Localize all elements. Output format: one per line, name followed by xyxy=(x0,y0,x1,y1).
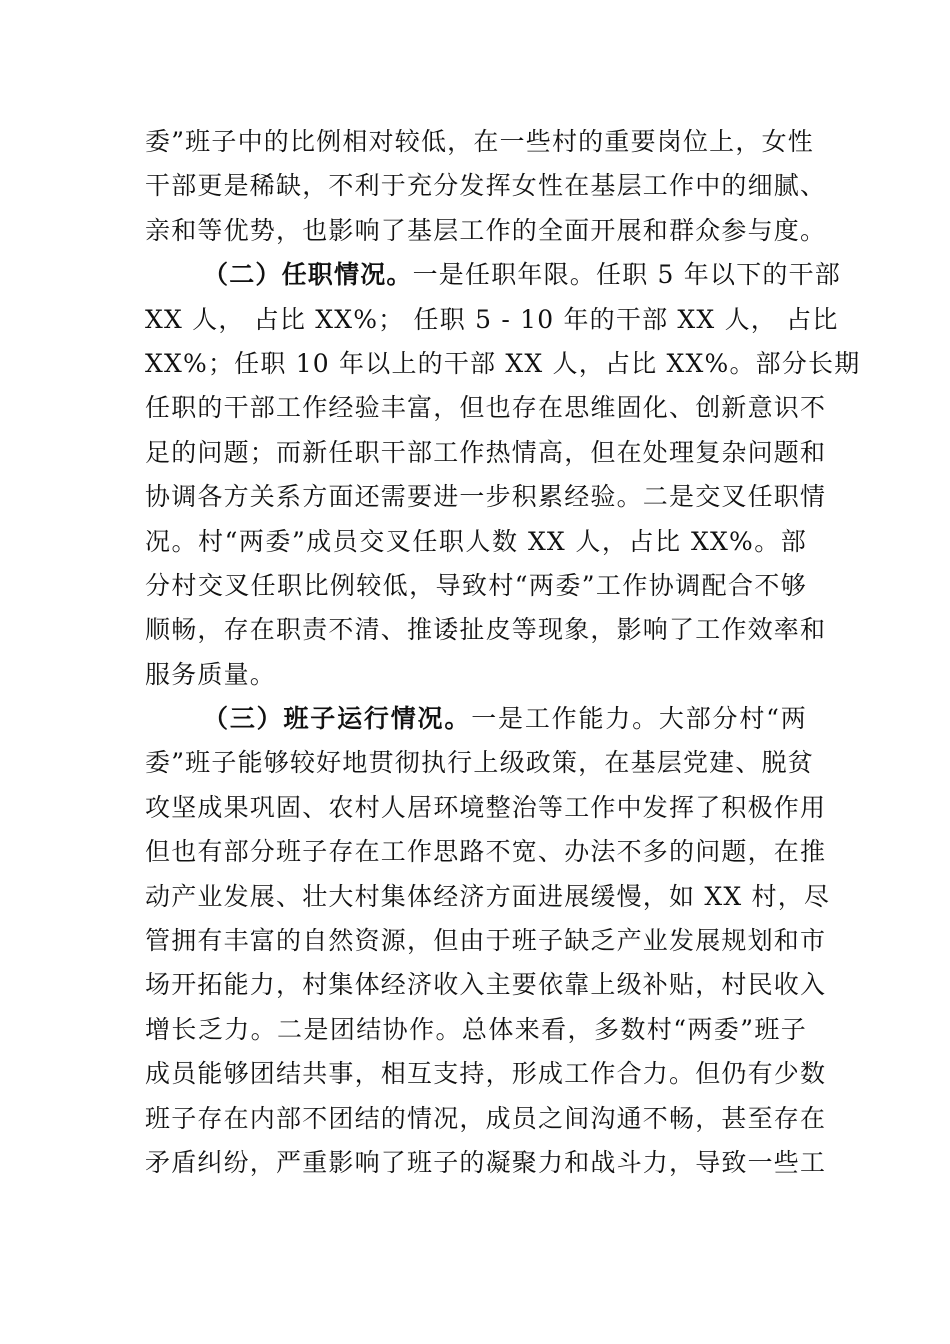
text-line xyxy=(145,386,827,430)
line-text: 场开拓能力，村集体经济收入主要依靠上级补贴，村民收入 xyxy=(145,970,827,1000)
line-text: 增长乏力。二是团结协作。总体来看，多数村“两委”班子 xyxy=(145,1014,807,1044)
line-text: 攻坚成果巩固、农村人居环境整治等工作中发挥了积极作用 xyxy=(145,792,827,822)
line-text: 顺畅，存在职责不清、推诿扯皮等现象，影响了工作效率和 xyxy=(145,615,827,645)
text-line xyxy=(145,475,827,519)
text-line xyxy=(145,564,807,608)
text-line xyxy=(145,608,827,652)
line-text: 亲和等优势，也影响了基层工作的全面开展和群众参与度。 xyxy=(145,215,827,245)
line-text: 委”班子中的比例相对较低，在一些村的重要岗位上，女性 xyxy=(145,127,814,156)
line-text: 服务质量。 xyxy=(145,659,277,689)
text-line xyxy=(145,431,827,475)
line-text: 班子存在内部不团结的情况，成员之间沟通不畅，甚至存在 xyxy=(145,1103,827,1133)
line-text: XX%；任职 10 年以上的干部 XX 人，占比 XX%。部分长期 xyxy=(145,348,861,378)
line-text: 任职的干部工作经验丰富，但也存在思维固化、创新意识不 xyxy=(145,393,827,423)
line-text: 动产业发展、壮大村集体经济方面进展缓慢，如 XX 村，尽 xyxy=(145,881,831,911)
text-line xyxy=(145,653,807,697)
section-heading: （二）任职情况。 xyxy=(203,260,413,290)
text-line xyxy=(145,1097,827,1141)
paragraph-start-line xyxy=(145,253,842,297)
line-text: 干部更是稀缺，不利于充分发挥女性在基层工作中的细腻、 xyxy=(145,171,827,201)
line-text: 足的问题；而新任职干部工作热情高，但在处理复杂问题和 xyxy=(145,437,827,467)
line-text: 矛盾纠纷，严重影响了班子的凝聚力和战斗力，导致一些工 xyxy=(145,1147,827,1177)
text-line xyxy=(145,1052,827,1096)
line-text: 况。村“两委”成员交叉任职人数 XX 人，占比 XX%。部 xyxy=(145,526,807,556)
text-line xyxy=(145,963,827,1007)
text-line xyxy=(145,209,827,253)
line-text: 一是任职年限。任职 5 年以下的干部 xyxy=(412,260,842,290)
text-line xyxy=(145,830,827,874)
line-text: 一是工作能力。大部分村“两 xyxy=(471,704,807,734)
text-line xyxy=(145,342,861,386)
line-text: 但也有部分班子存在工作思路不宽、办法不多的问题，在推 xyxy=(145,837,827,867)
section-heading: （三）班子运行情况。 xyxy=(203,704,472,734)
line-text: XX 人， 占比 XX%； 任职 5 - 10 年的干部 XX 人， 占比 xyxy=(145,304,839,334)
text-line xyxy=(145,875,831,919)
text-line xyxy=(145,298,839,342)
paragraph-start-line xyxy=(145,697,807,741)
line-text: 协调各方关系方面还需要进一步积累经验。二是交叉任职情 xyxy=(145,482,827,512)
text-line xyxy=(145,520,807,564)
text-line xyxy=(145,1141,827,1185)
body-text xyxy=(145,120,861,1185)
text-line xyxy=(145,1008,807,1052)
text-line xyxy=(145,741,814,785)
text-line xyxy=(145,120,814,164)
line-text: 成员能够团结共事，相互支持，形成工作合力。但仍有少数 xyxy=(145,1059,827,1089)
line-text: 分村交叉任职比例较低，导致村“两委”工作协调配合不够 xyxy=(145,570,807,600)
text-line xyxy=(145,786,827,830)
line-text: 管拥有丰富的自然资源，但由于班子缺乏产业发展规划和市 xyxy=(145,926,827,956)
text-line xyxy=(145,164,827,208)
text-line xyxy=(145,919,827,963)
line-text: 委”班子能够较好地贯彻执行上级政策，在基层党建、脱贫 xyxy=(145,748,814,778)
